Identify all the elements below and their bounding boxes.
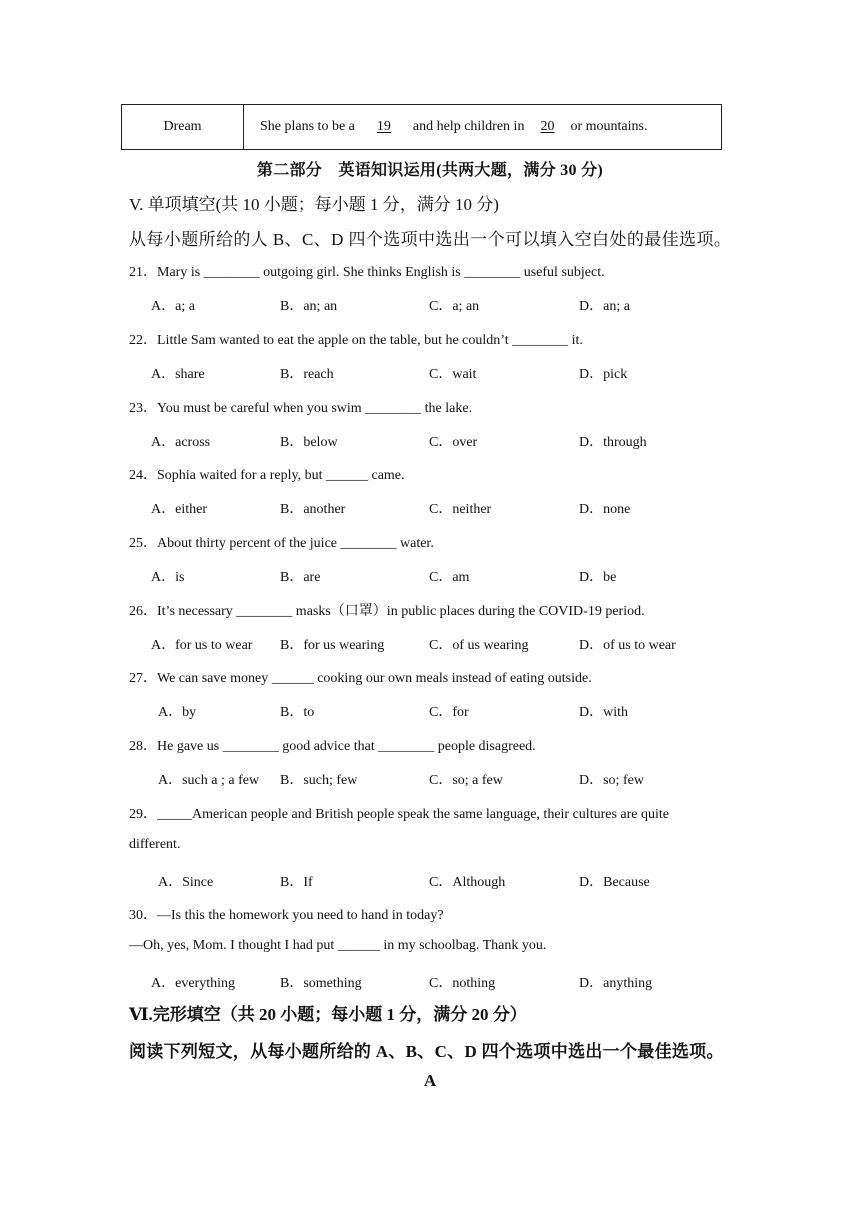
summary-table xyxy=(121,104,722,150)
answer-option: D．Because xyxy=(579,875,650,890)
answer-option: A．share xyxy=(151,367,205,382)
answer-option: D．with xyxy=(579,705,628,720)
answer-option: A．by xyxy=(158,705,197,720)
question-stem: 21．Mary is ________ outgoing girl. She thinks English is ________ useful subject. xyxy=(129,265,605,280)
answer-option: C．am xyxy=(429,570,470,585)
answer-option: B．an; an xyxy=(280,299,338,314)
answer-option: A．a; a xyxy=(151,299,195,314)
answer-option: C．a; an xyxy=(429,299,480,314)
answer-option: B．reach xyxy=(280,367,334,382)
answer-option: D．anything xyxy=(579,976,653,991)
question-stem: 25．About thirty percent of the juice ________ water. xyxy=(129,536,434,551)
answer-option: B．such; few xyxy=(280,773,358,788)
question-stem: 22．Little Sam wanted to eat the apple on the table, but he couldn’t ________ it. xyxy=(129,333,583,348)
part5-instruction: 从每小题所给的人 B、C、D 四个选项中选出一个可以填入空白处的最佳选项。 xyxy=(129,230,732,249)
question-stem-continued: —Oh, yes, Mom. I thought I had put ______ in my schoolbag. Thank you. xyxy=(129,938,547,953)
answer-option: A．is xyxy=(151,570,185,585)
answer-option: A．Since xyxy=(158,875,214,890)
answer-option: B．for us wearing xyxy=(280,638,385,653)
table-row-label: Dream xyxy=(122,105,244,150)
answer-option: B．below xyxy=(280,435,338,450)
answer-option: A．everything xyxy=(151,976,235,991)
part5-heading: V. 单项填空(共 10 小题；每小题 1 分，满分 10 分) xyxy=(129,195,499,214)
answer-option: D．none xyxy=(579,502,631,517)
table-text-part: and help children in xyxy=(412,119,525,134)
answer-option: C．neither xyxy=(429,502,492,517)
question-stem-continued: different. xyxy=(129,837,181,852)
answer-option: A．either xyxy=(151,502,207,517)
table-row-content xyxy=(244,105,722,150)
table-text-part: She plans to be a xyxy=(260,119,355,134)
blank-19: 19 xyxy=(376,119,391,134)
answer-option: B．something xyxy=(280,976,362,991)
answer-option: C．wait xyxy=(429,367,477,382)
answer-option: C．over xyxy=(429,435,478,450)
answer-option: D．an; a xyxy=(579,299,630,314)
answer-option: C．of us wearing xyxy=(429,638,529,653)
question-stem: 24．Sophia waited for a reply, but ______ came. xyxy=(129,468,405,483)
answer-option: B．another xyxy=(280,502,346,517)
blank-20: 20 xyxy=(540,119,555,134)
part6-instruction: 阅读下列短文，从每小题所给的 A、B、C、D 四个选项中选出一个最佳选项。 xyxy=(129,1042,724,1061)
answer-option: C．for xyxy=(429,705,469,720)
question-stem: 30．—Is this the homework you need to hand in today? xyxy=(129,908,444,923)
answer-option: A．across xyxy=(151,435,211,450)
answer-option: C．so; a few xyxy=(429,773,503,788)
table-row xyxy=(122,105,722,150)
answer-option: D．of us to wear xyxy=(579,638,676,653)
answer-option: C．Although xyxy=(429,875,506,890)
question-stem: 27．We can save money ______ cooking our own meals instead of eating outside. xyxy=(129,671,592,686)
question-stem: 28．He gave us ________ good advice that ________ people disagreed. xyxy=(129,739,536,754)
answer-option: A．for us to wear xyxy=(151,638,253,653)
table-text-part: or mountains. xyxy=(570,119,648,134)
passage-label: A xyxy=(423,1071,437,1090)
section-title: 第二部分 英语知识运用(共两大题，满分 30 分) xyxy=(256,162,604,179)
answer-option: C．nothing xyxy=(429,976,496,991)
question-stem: 29．_____American people and British people speak the same language, their cultures are quite xyxy=(129,807,669,822)
question-stem: 23．You must be careful when you swim ________ the lake. xyxy=(129,401,473,416)
answer-option: A．such a ; a few xyxy=(158,773,260,788)
answer-option: B．to xyxy=(280,705,315,720)
answer-option: D．through xyxy=(579,435,647,450)
answer-option: D．pick xyxy=(579,367,628,382)
answer-option: B．are xyxy=(280,570,321,585)
question-stem: 26．It’s necessary ________ masks（口罩）in public places during the COVID-19 period. xyxy=(129,604,645,619)
answer-option: B．If xyxy=(280,875,313,890)
answer-option: D．so; few xyxy=(579,773,644,788)
answer-option: D．be xyxy=(579,570,617,585)
part6-heading: Ⅵ.完形填空（共 20 小题；每小题 1 分，满分 20 分） xyxy=(129,1005,527,1024)
